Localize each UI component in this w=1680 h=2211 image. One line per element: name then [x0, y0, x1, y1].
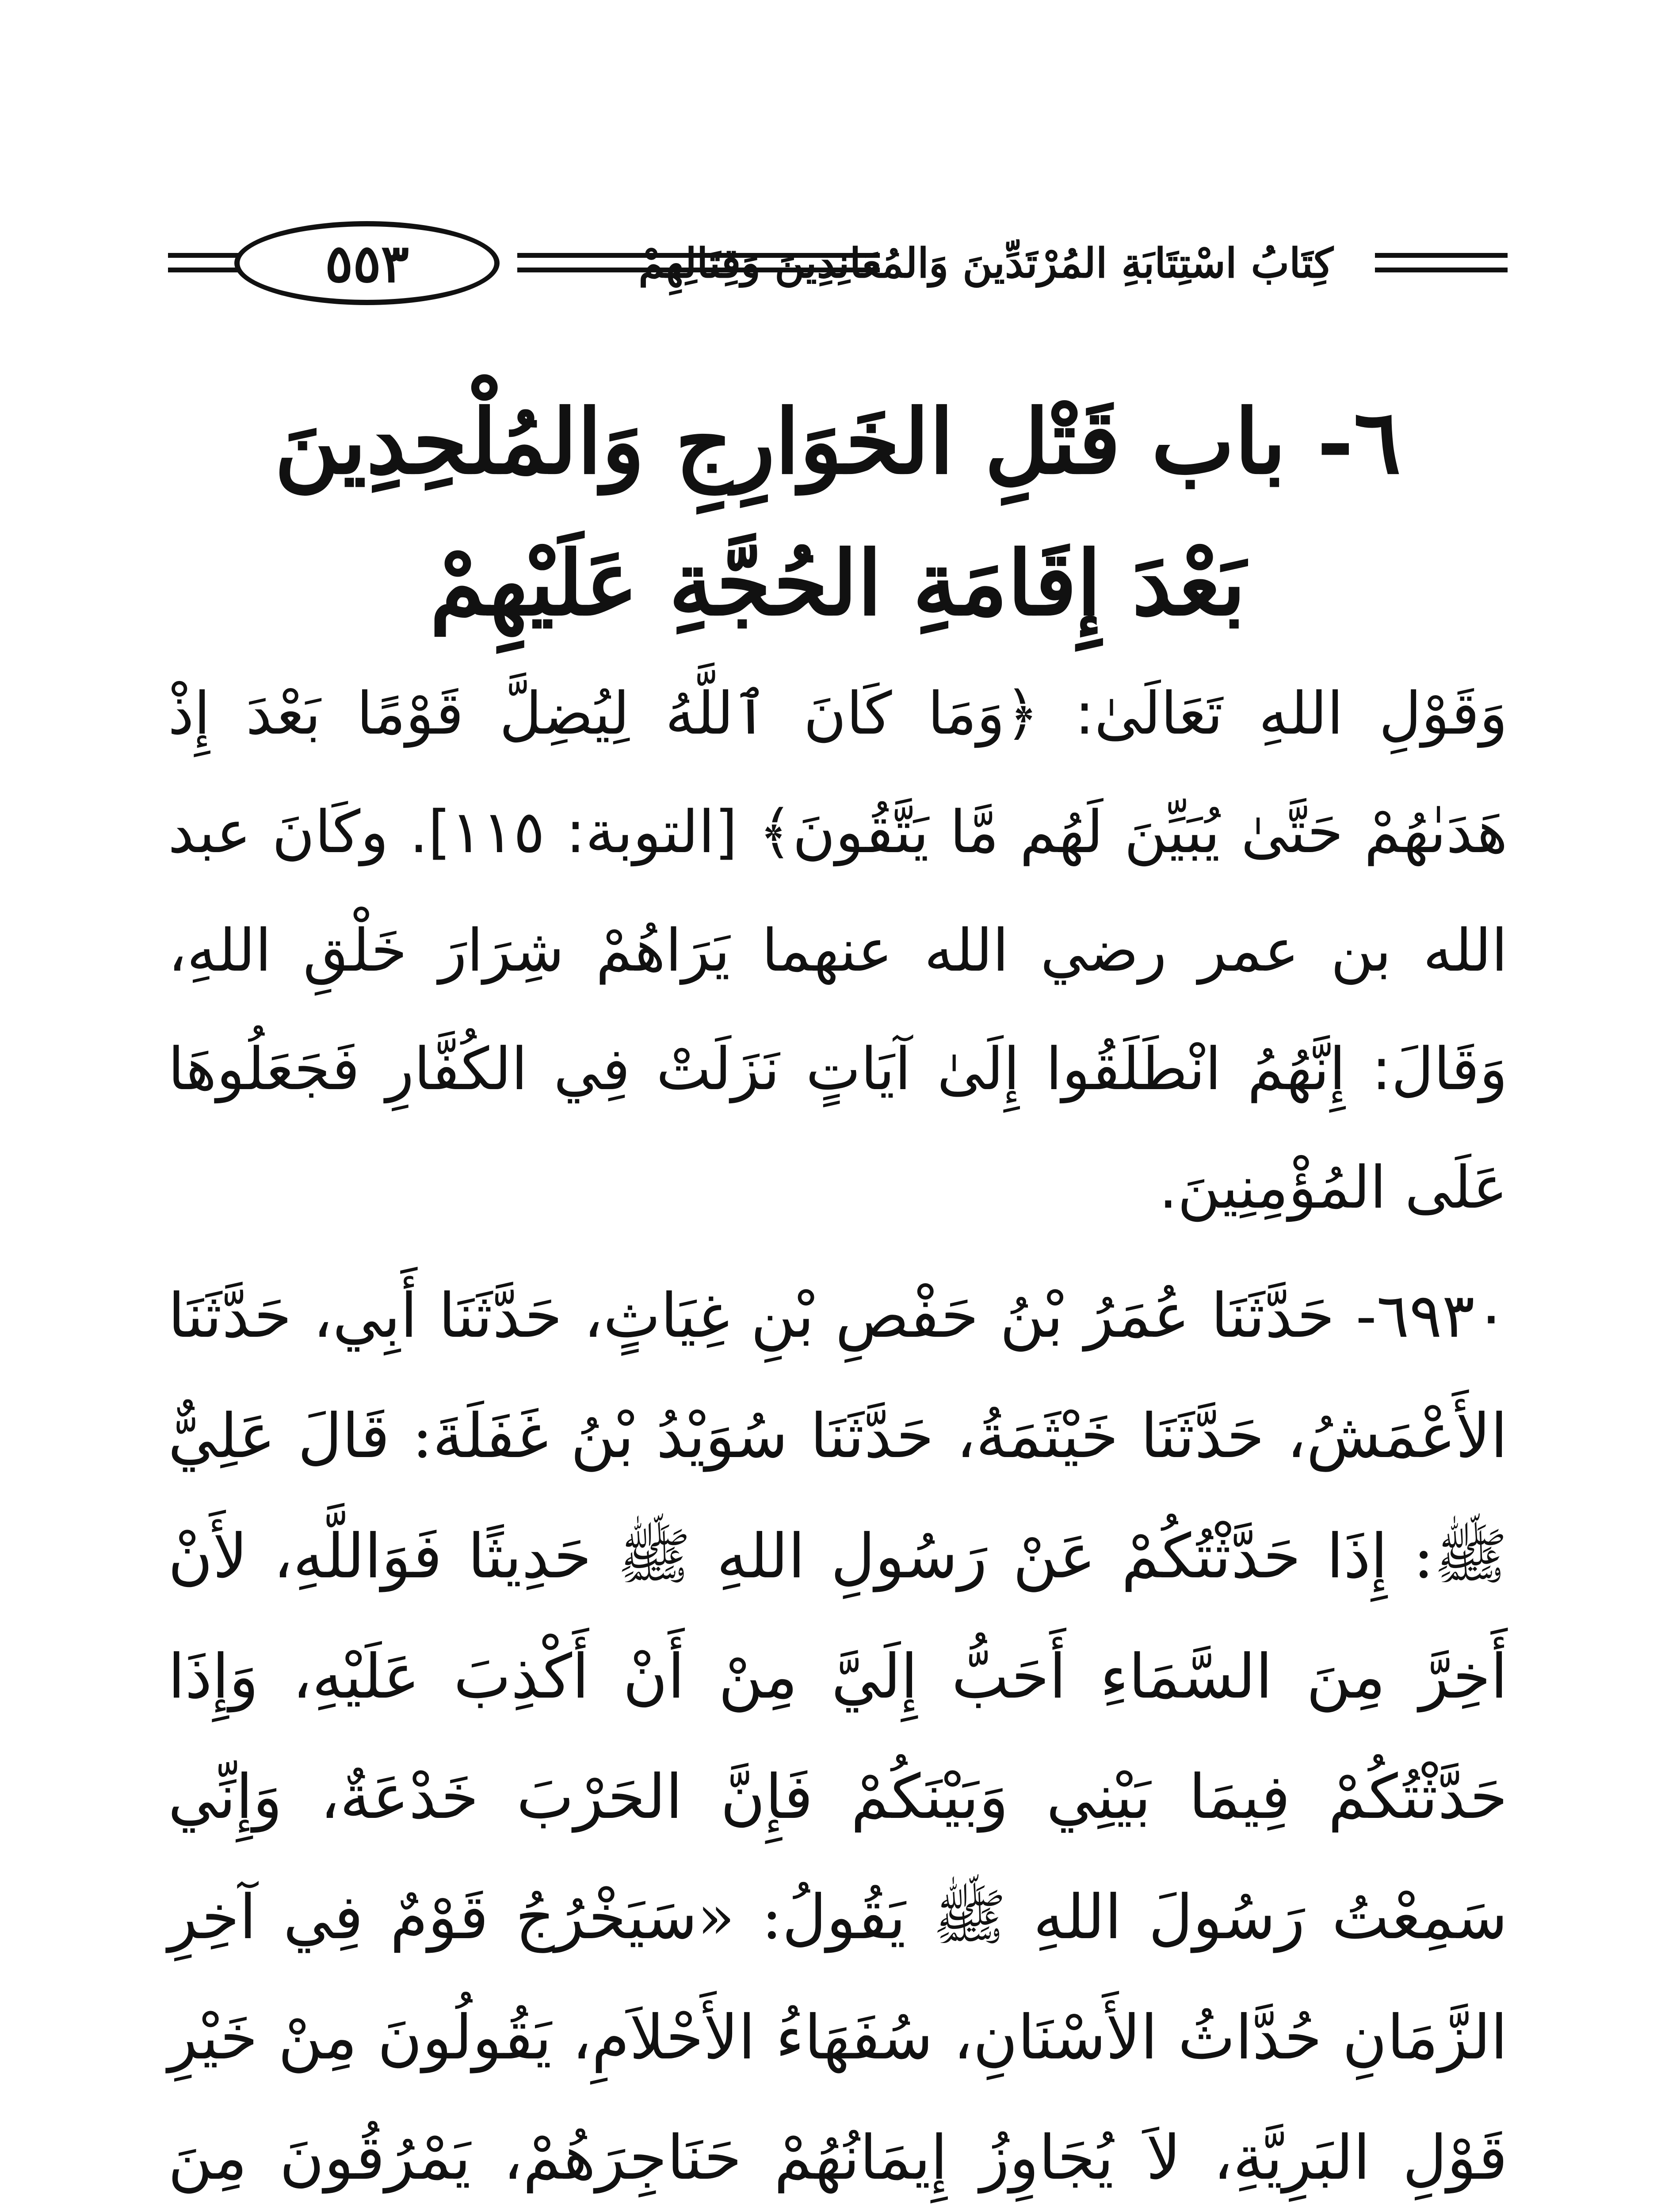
chapter-intro: وَقَوْلِ اللهِ تَعَالَىٰ: ﴿وَمَا كَانَ ٱللَّهُ لِيُضِلَّ قَوْمًا بَعْدَ إِذْ هَدَىٰهُمْ حَتَّىٰ يُبَيِّنَ لَهُم مَّا يَتَّقُونَ﴾ [التوبة: ١١٥]. وكَانَ عبد الله بن عمر رضي الله عنهما يَرَاهُمْ شِرَارَ خَلْقِ اللهِ، وَقَالَ: إِنَّهُمُ انْطَلَقُوا إِلَىٰ آيَاتٍ نَزَلَتْ فِي الكُفَّارِ فَجَعَلُوهَا عَلَى المُؤْمِنِينَ. — [168, 680, 1508, 1222]
chapter-heading — [168, 371, 1508, 654]
running-title: كِتَابُ اسْتِتَابَةِ المُرْتَدِّينَ وَالمُعَانِدِينَ وَقِتَالِهِمْ — [638, 239, 1333, 287]
running-header — [168, 221, 1508, 310]
chapter-title-line1: ٦- باب قَتْلِ الخَوَارِجِ وَالمُلْحِدِينَ — [274, 390, 1401, 494]
chapter-title-line2: بَعْدَ إِقَامَةِ الحُجَّةِ عَلَيْهِمْ — [430, 532, 1246, 635]
hadith-text: ٦٩٣٠- حَدَّثَنَا عُمَرُ بْنُ حَفْصِ بْنِ غِيَاثٍ، حَدَّثَنَا أَبِي، حَدَّثَنَا الأَعْمَشُ، حَدَّثَنَا خَيْثَمَةُ، حَدَّثَنَا سُوَيْدُ بْنُ غَفَلَةَ: قَالَ عَلِيٌّ ﷺ: إِذَا حَدَّثْتُكُمْ عَنْ رَسُولِ اللهِ ﷺ حَدِيثًا فَوَاللَّهِ، لأَنْ أَخِرَّ مِنَ السَّمَاءِ أَحَبُّ إِلَيَّ مِنْ أَنْ أَكْذِبَ عَلَيْهِ، وَإِذَا حَدَّثْتُكُمْ فِيمَا بَيْنِي وَبَيْنَكُمْ فَإِنَّ الحَرْبَ خَدْعَةٌ، وَإِنِّي سَمِعْتُ رَسُولَ اللهِ ﷺ يَقُولُ: «سَيَخْرُجُ قَوْمٌ فِي آخِرِ الزَّمَانِ حُدَّاثُ الأَسْنَانِ، سُفَهَاءُ الأَحْلاَمِ، يَقُولُونَ مِنْ خَيْرِ قَوْلِ البَرِيَّةِ، لاَ يُجَاوِزُ إِيمَانُهُمْ حَنَاجِرَهُمْ، يَمْرُقُونَ مِنَ — [168, 1280, 1508, 2193]
page-number: ٥٥٣ — [234, 221, 500, 305]
header-rule-right — [1375, 253, 1508, 272]
body-text — [168, 654, 1508, 2211]
